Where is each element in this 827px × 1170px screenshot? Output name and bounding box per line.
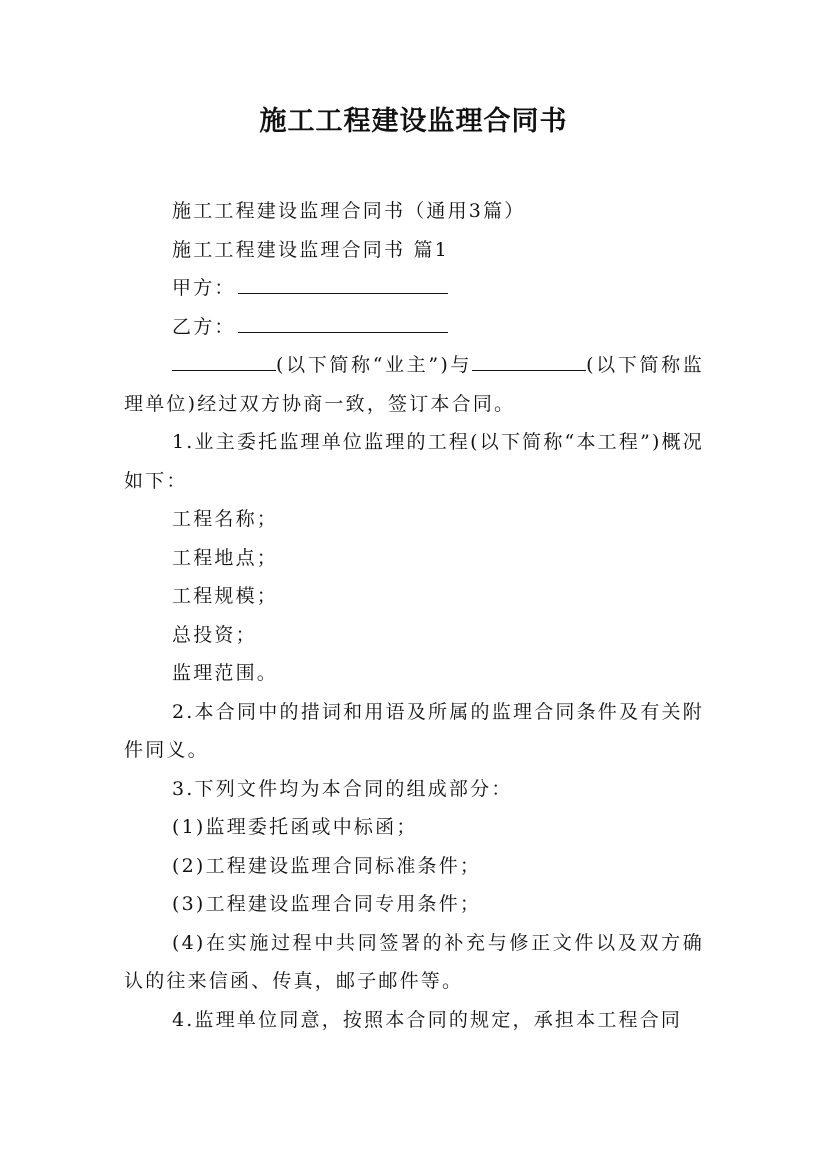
project-item: 工程名称； [172,508,279,530]
clause-2: 2.本合同中的措词和用语及所属的监理合同条件及有关附件同义。 [124,700,704,761]
document-subtitle: 施工工程建设监理合同书（通用3篇） [172,200,526,222]
clause-3: 3.下列文件均为本合同的组成部分： [172,777,513,800]
section-heading: 施工工程建设监理合同书 篇1 [172,238,449,261]
intro-part1: (以下简称“业主”)与 [276,354,473,376]
contract-document-item: (2)工程建设监理合同标准条件； [172,854,482,877]
contract-document-item: (3)工程建设监理合同专用条件； [172,893,482,915]
intro-part2: (以下简称监理单位)经过双方协商一致，签订本合同。 [124,354,704,415]
party-b-blank [238,310,448,333]
project-item: 总投资； [172,623,257,646]
contract-document-item: (1)监理委托函或中标函； [172,816,418,838]
clause-1: 1.业主委托监理单位监理的工程(以下简称“本工程”)概况如下： [124,431,704,492]
clause-4: 4.监理单位同意，按照本合同的规定，承担本工程合同 [172,1008,683,1031]
intro-paragraph [124,346,704,423]
party-a-label: 甲方： [172,277,236,299]
party-a-line [124,269,704,308]
owner-blank [172,348,276,371]
document-title: 施工工程建设监理合同书 [259,106,568,137]
contract-document-item: (4)在实施过程中共同签署的补充与修正文件以及双方确认的往来信函、传真，邮子邮件等。 [124,931,704,992]
party-a-blank [238,271,448,294]
project-item: 监理范围。 [172,662,279,684]
supervisor-blank [472,348,586,371]
document-body [124,192,704,1039]
party-b-label: 乙方： [172,315,236,338]
project-item: 工程规模； [172,585,279,607]
project-item: 工程地点； [172,546,279,569]
party-b-line [124,308,704,347]
